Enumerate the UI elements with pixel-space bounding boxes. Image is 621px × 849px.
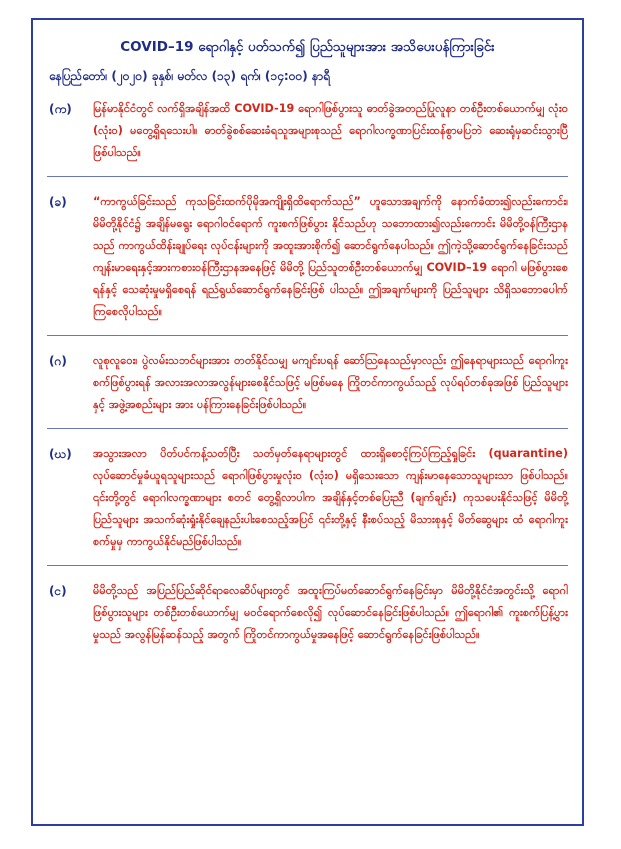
paragraph-marker: (ဂ) — [49, 354, 67, 369]
divider — [47, 428, 568, 429]
document-title: COVID–19 ရောဂါနှင့် ပတ်သက်၍ ပြည်သူများအား အသိပေးပန်ကြားခြင်း — [120, 39, 495, 55]
paragraph-text: အသွားအလာ ပိတ်ပင်ကန့်သတ်ပြီး သတ်မှတ်နေရာများတွင် ထားရှိစောင့်ကြပ်ကြည့်ရှုခြင်း (quarantine) လုပ်ဆောင်မှုခံယူရသူများသည် ရောဂါဖြစ်ပွားမှုလုံး၀ (လုံး၀) မရှိသေးသော ကျန်းမာနေသောသူများသာ ဖြစ်ပါသည်။ ၎င်းတို့တွင် ရောဂါလက္ခဏာများ စတင် တွေ့ရှိလာပါက အချိန်နှင့်တစ်ပြေးညီ (ချက်ချင်း) ကုသပေးနိုင်သဖြင့် မိမိတို့ ပြည်သူများ အသက်ဆုံးရှုံးနိုင်ချေနည်းပါးစေသည့်အပြင် ၎င်းတို့နှင့် နီးစပ်သည့် မိသားစုနှင့် မိတ်ဆွေများ ထံ ရောဂါကူးစက်မှုမှ ကာကွယ်နိုင်မည်ဖြစ်ပါသည်။ — [93, 447, 568, 549]
dateline: နေပြည်တော်၊ (၂၀၂၀) ခုနှစ်၊ မတ်လ (၁၃) ရက်၊ (၁၄:၀၀) နာရီ — [49, 69, 330, 84]
paragraph-text: မြန်မာနိုင်ငံတွင် လက်ရှိအချိန်အထိ COVID-19 ရောဂါဖြစ်ပွားသူ ဓာတ်ခွဲအတည်ပြုလူနာ တစ်ဦးတစ်ယောက်မျှ လုံး၀ (လုံး၀) မတွေ့ရှိရသေးပါ။ ဓာတ်ခွဲစစ်ဆေးခံရသူအများစုသည် ရောဂါလက္ခဏာပြင်းထန်စွာမပြဘဲ ဆေးရုံမှဆင်းသွားပြီဖြစ်ပါသည်။ — [93, 102, 568, 160]
paragraph-text: မိမိတို့သည် အပြည်ပြည်ဆိုင်ရာလေဆိပ်များတွင် အထူးကြပ်မတ်ဆောင်ရွက်နေခြင်းမှာ မိမိတို့နိုင်ငံအတွင်းသို့ ရောဂါဖြစ်ပွားသူများ တစ်ဦးတစ်ယောက်မျှ မဝင်ရောက်စေလို၍ လုပ်ဆောင်နေခြင်းဖြစ်ပါသည်။ ဤရောဂါ၏ ကူးစက်ပြန့်ပွားမှုသည် အလွန်မြန်ဆန်သည့် အတွက် ကြိုတင်ကာကွယ်မှုအနေဖြင့် ဆောင်ရွက်နေခြင်းဖြစ်ပါသည်။ — [93, 584, 568, 642]
paragraph-kha — [47, 191, 568, 323]
paragraph-marker: (ဃ) — [49, 447, 72, 462]
paragraph-ka — [47, 98, 568, 164]
paragraph-ga — [47, 350, 568, 416]
divider — [47, 176, 568, 177]
paragraph-text: လူစုလူဝေး၊ ပွဲလမ်းသဘင်များအား တတ်နိုင်သမျှ မကျင်းပရန် ဆော်သြနေသည်မှာလည်း ဤနေရာများသည် ရောဂါကူးစက်ဖြစ်ပွားရန် အလားအလာအလွန်များစေနိုင်သဖြင့် မဖြစ်မနေ ကြိုတင်ကာကွယ်သည့် လုပ်ရပ်တစ်ခုအဖြစ် ပြည်သူများနှင့် အဖွဲ့အစည်းများ အား ပန်ကြားနေခြင်းဖြစ်ပါသည်။ — [93, 354, 568, 412]
divider — [47, 565, 568, 566]
paragraph-nga — [47, 580, 568, 646]
paragraph-text: “ကာကွယ်ခြင်းသည် ကုသခြင်းထက်ပိုမိုအကျိုးရှိထိရောက်သည်” ဟူသောအချက်ကို နောက်ခံထား၍လည်းကောင်း၊ မိမိတို့နိုင်ငံ၌ အချိန်မရွေး ရောဂါဝင်ရောက် ကူးစက်ဖြစ်ပွား နိုင်သည်ဟု သဘောထား၍လည်းကောင်း မိမိတို့ဝန်ကြီးဌာနသည် ကာကွယ်ထိန်းချုပ်ရေး လုပ်ငန်းများကို အထူးအားစိုက်၍ ဆောင်ရွက်နေပါသည်။ ဤကဲ့သို့ဆောင်ရွက်နေခြင်းသည် ကျန်းမာရေးနှင့်အားကစားဝန်ကြီးဌာနအနေဖြင့် မိမိတို့ ပြည်သူတစ်ဦးတစ်ယောက်မျှ COVID–19 ရောဂါ မဖြစ်ပွားစေရန်နှင့် သေဆုံးမှုမရှိစေရန် ရည်ရွယ်ဆောင်ရွက်နေခြင်းဖြစ် ပါသည်။ ဤအချက်များကို ပြည်သူများ သိရှိသဘောပေါက်ကြစေလိုပါသည်။ — [93, 195, 568, 319]
paragraph-marker: (ခ) — [49, 195, 67, 210]
paragraph-marker: (က) — [49, 102, 72, 117]
divider — [47, 335, 568, 336]
paragraph-gha — [47, 443, 568, 553]
document-frame — [31, 18, 584, 826]
paragraph-marker: (င) — [49, 584, 67, 599]
